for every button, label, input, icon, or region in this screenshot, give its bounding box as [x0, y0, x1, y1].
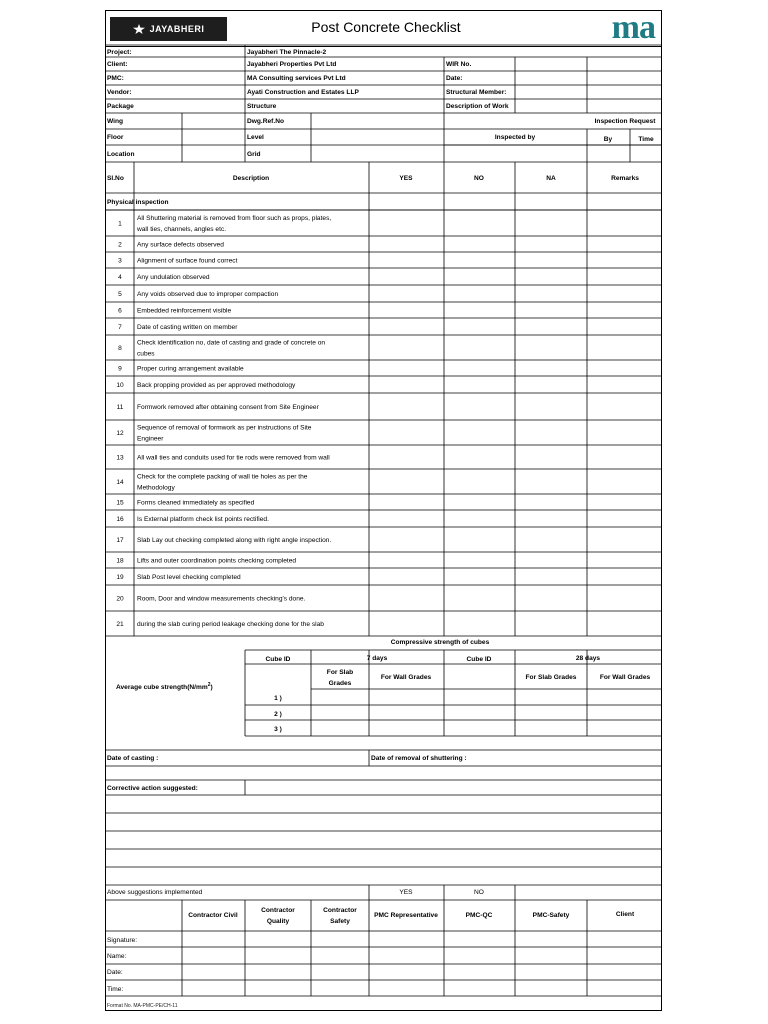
item-description: Is External platform check list points rectified. [137, 516, 269, 523]
info-label: Package [107, 103, 134, 110]
info-label: Vendor: [107, 89, 132, 96]
for-slab-grades-header: For Slab [326, 669, 354, 676]
twenty-eight-days-header: 28 days [575, 655, 601, 662]
avg-label-text: Average cube strength(N/mm [116, 684, 208, 691]
item-description: Engineer [137, 435, 164, 443]
no-header: NO [474, 175, 484, 182]
item-number: 4 [118, 274, 122, 281]
inspection-request-label: Inspection Request [594, 118, 656, 125]
seven-days-header: 7 days [366, 655, 388, 662]
item-number: 12 [116, 430, 124, 437]
grid-label: Grid [247, 151, 261, 158]
item-number: 6 [118, 307, 122, 315]
level-label: Level [247, 134, 264, 141]
na-header: NA [546, 175, 556, 182]
item-description: during the slab curing period leakage checking done for the slab [137, 621, 324, 628]
contractor-civil-header: Contractor Civil [188, 912, 238, 919]
item-number: 8 [118, 345, 122, 352]
item-number: 16 [116, 516, 124, 523]
sl-no-header: Sl.No [107, 175, 124, 182]
item-number: 18 [116, 557, 124, 565]
corrective-action-label: Corrective action suggested: [107, 785, 198, 792]
item-number: 3 [118, 257, 122, 265]
item-number: 10 [116, 382, 124, 389]
item-description: Alignment of surface found correct [137, 257, 238, 265]
name-label: Name: [107, 953, 127, 960]
item-number: 14 [116, 479, 124, 486]
average-cube-strength-label [116, 682, 213, 691]
pmc-representative-header: PMC Representative [374, 912, 438, 919]
superscript-two: 2 [207, 682, 211, 688]
item-description: Date of casting written on member [137, 324, 238, 331]
remarks-header: Remarks [611, 175, 639, 182]
item-description: Sequence of removal of formwork as per instructions of Site [137, 424, 312, 432]
inspected-by-label: Inspected by [494, 134, 536, 141]
contractor-quality-header: Quality [266, 918, 290, 925]
implemented-yes: YES [399, 889, 413, 896]
item-description: All Shuttering material is removed from floor such as props, plates, [137, 215, 332, 222]
item-number: 20 [116, 595, 124, 603]
item-description: Slab Post level checking completed [137, 574, 241, 581]
item-description: Proper curing arrangement available [137, 365, 244, 373]
description-header: Description [232, 175, 270, 182]
item-description: wall ties, channels, angles etc. [137, 226, 227, 233]
item-description: Formwork removed after obtaining consent from Site Engineer [137, 404, 319, 411]
ma-brand-logo: ma [611, 9, 655, 46]
time-row-label: Time: [107, 986, 124, 993]
date-of-removal-label: Date of removal of shuttering : [371, 755, 467, 762]
for-slab-grades-header: For Slab Grades [525, 674, 577, 681]
cube-strength-title: Compressive strength of cubes [390, 639, 490, 646]
pmc-safety-header: PMC-Safety [532, 912, 570, 919]
location-label: Location [107, 151, 135, 158]
item-description: Check for the complete packing of wall tie holes as per the [137, 473, 308, 481]
item-number: 2 [118, 241, 122, 249]
floor-label: Floor [107, 134, 124, 141]
contractor-safety-header: Contractor [323, 907, 357, 914]
info-value: MA Consulting services Pvt Ltd [247, 75, 346, 82]
item-description: Methodology [137, 484, 175, 492]
format-number: Format No. MA-PMC-PE/CH-11 [107, 1003, 178, 1009]
work-description-label: Description of Work [446, 103, 509, 110]
pmc-qc-header: PMC-QC [465, 912, 493, 919]
date-label: Date: [446, 75, 463, 82]
wing-label: Wing [107, 118, 124, 125]
yes-header: YES [399, 175, 413, 182]
contractor-quality-header: Contractor [261, 907, 295, 914]
item-description: Any undulation observed [137, 274, 210, 281]
item-description: Back propping provided as per approved methodology [137, 382, 296, 389]
cube-id-header: Cube ID [265, 656, 291, 663]
item-description: Lifts and outer coordination points checking completed [137, 557, 297, 565]
item-description: Slab Lay out checking completed along with right angle inspection. [137, 537, 332, 544]
item-number: 15 [116, 499, 124, 507]
by-label: By [603, 136, 613, 143]
item-number: 19 [116, 574, 124, 581]
info-value: Structure [247, 103, 277, 110]
info-label: Client: [107, 61, 128, 68]
info-label: PMC: [107, 75, 124, 82]
item-description: Embedded reinforcement visible [137, 307, 232, 315]
item-description: Check identification no, date of casting and grade of concrete on [137, 339, 326, 347]
date-row-label: Date: [107, 969, 123, 976]
item-number: 7 [118, 324, 122, 331]
suggestions-implemented-label: Above suggestions implemented [107, 889, 203, 896]
for-slab-grades-header: Grades [328, 680, 352, 687]
implemented-no: NO [474, 889, 484, 896]
client-header: Client [615, 911, 635, 918]
cube-row-label: 2 ) [274, 711, 282, 718]
contractor-safety-header: Safety [330, 918, 350, 925]
item-description: All wall ties and conduits used for tie rods were removed from wall [137, 454, 330, 462]
structural-member-label: Structural Member: [446, 89, 507, 96]
item-number: 5 [118, 291, 122, 298]
time-label: Time [638, 136, 654, 143]
item-number: 9 [118, 365, 122, 373]
section-physical-inspection: Physical inspection [107, 199, 169, 206]
cube-row-label: 3 ) [274, 726, 282, 733]
date-of-casting-label: Date of casting : [107, 755, 159, 762]
item-description: Room, Door and window measurements checking's done. [137, 595, 306, 603]
info-value: Jayabheri Properties Pvt Ltd [247, 61, 337, 68]
info-label: Project: [107, 49, 132, 56]
signature-label: Signature: [107, 937, 138, 944]
item-number: 1 [118, 220, 122, 228]
wir-label: WIR No. [446, 61, 472, 68]
info-value: Jayabheri The Pinnacle-2 [247, 49, 327, 56]
cube-id-header: Cube ID [466, 656, 492, 663]
item-description: Forms cleaned immediately as specified [137, 499, 255, 507]
cube-row-label: 1 ) [274, 695, 282, 702]
item-description: cubes [137, 350, 155, 358]
for-wall-grades-header: For Wall Grades [599, 674, 651, 681]
logo-text: JAYABHERI [149, 24, 205, 34]
for-wall-grades-header: For Wall Grades [380, 674, 432, 681]
item-number: 17 [116, 537, 124, 544]
info-value: Ayati Construction and Estates LLP [247, 89, 359, 96]
item-description: Any voids observed due to improper compaction [137, 291, 279, 298]
page-title: Post Concrete Checklist [311, 19, 461, 35]
item-description: Any surface defects observed [137, 241, 224, 249]
item-number: 13 [116, 454, 124, 462]
item-number: 21 [116, 621, 124, 628]
dwg-ref-label: Dwg.Ref.No [247, 118, 284, 125]
avg-label-close: ) [210, 684, 213, 691]
item-number: 11 [116, 404, 124, 411]
